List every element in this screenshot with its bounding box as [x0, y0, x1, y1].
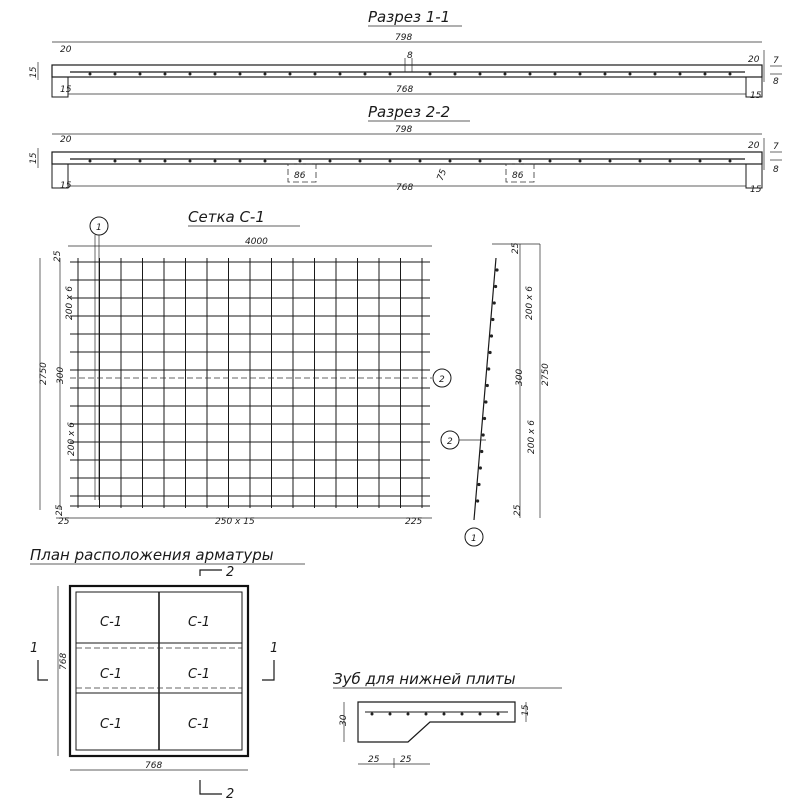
dim-right-top: 20 [748, 55, 760, 65]
side-rebar-dot [491, 318, 494, 321]
side-top: 25 [511, 242, 521, 254]
section-1-title: Разрез 1-1 [368, 8, 451, 26]
dim-length-bottom: 768 [396, 85, 414, 95]
mesh-height: 2750 [39, 362, 49, 385]
tooth-detail [333, 670, 562, 768]
side-span-b: 300 [515, 368, 525, 386]
dim-right-top: 20 [748, 141, 760, 151]
side-rebar-dot [494, 285, 497, 288]
dim-left-bottom: 15 [60, 181, 72, 191]
side-rebar-dots [476, 268, 499, 502]
plan-layout [30, 546, 305, 800]
side-rebar-dot [479, 466, 482, 469]
side-rebar-dot [477, 483, 480, 486]
plan-cell-5: С-1 [100, 717, 123, 732]
tooth-side: 15 [521, 704, 531, 716]
cut-marker-right [262, 660, 274, 680]
cut-2-label: 2 [226, 565, 235, 580]
cut-marker-left [38, 660, 48, 680]
rebar-dots [89, 73, 732, 76]
mesh-bottom-left: 25 [58, 517, 70, 527]
plan-height: 768 [59, 652, 69, 670]
plan-cell-2: С-1 [188, 615, 211, 630]
plan-cell-1: С-1 [100, 615, 123, 630]
cut-marker-bottom [200, 780, 222, 794]
side-rebar-dot [488, 351, 491, 354]
section-2-title: Разрез 2-2 [368, 103, 451, 121]
mesh-bottom-edge: 25 [55, 504, 65, 516]
side-bar [474, 258, 496, 520]
mesh-bottom-span-x: 250 x 15 [215, 517, 255, 527]
tooth-height: 30 [339, 714, 349, 726]
slab-body [52, 152, 762, 164]
mesh-c1 [39, 208, 451, 527]
dim-right-r2: 8 [773, 165, 779, 175]
section-2-2 [29, 103, 782, 195]
tooth-title: Зуб для нижней плиты [333, 670, 516, 688]
dim-left-top: 20 [60, 135, 72, 145]
dim-length-top: 798 [395, 125, 413, 135]
plan-cell-6: С-1 [188, 717, 211, 732]
marker-2-label: 2 [439, 375, 445, 385]
dim-right-r2: 8 [773, 77, 779, 87]
gap-left: 86 [294, 171, 306, 181]
side-marker-2-label: 2 [447, 437, 453, 447]
cut-marker-top [200, 570, 222, 576]
cut-1-label: 1 [30, 641, 39, 656]
mesh-bottom-span: 200 x 6 [67, 422, 77, 456]
tooth-rebar-dots [371, 713, 500, 716]
side-rebar-dot [495, 268, 498, 271]
dim-left-side: 15 [29, 66, 39, 78]
side-marker-1-label: 1 [471, 534, 477, 544]
section-1-1 [29, 8, 782, 101]
tooth-step-a: 25 [368, 755, 380, 765]
side-rebar-dot [482, 433, 485, 436]
side-rebar-dot [480, 450, 483, 453]
gap-right: 86 [512, 171, 524, 181]
dim-left-side: 15 [29, 152, 39, 164]
side-rebar-dot [484, 400, 487, 403]
plan-cell-4: С-1 [188, 667, 211, 682]
mesh-top-span: 200 x 6 [65, 286, 75, 320]
mesh-grid [70, 258, 430, 508]
rebar-dots [89, 160, 732, 163]
side-rebar-dot [483, 417, 486, 420]
plan-width: 768 [145, 761, 163, 771]
mesh-width: 4000 [245, 237, 268, 247]
plan-title: План расположения арматуры [30, 546, 274, 564]
mesh-title: Сетка С-1 [188, 208, 265, 226]
tooth-step-b: 25 [400, 755, 412, 765]
side-total: 2750 [541, 363, 551, 386]
side-rebar-dot [490, 334, 493, 337]
dim-mid: 8 [407, 51, 413, 61]
plan-cell-3: С-1 [100, 667, 123, 682]
marker-1-label: 1 [96, 223, 102, 233]
dim-length-bottom: 768 [396, 183, 414, 193]
mesh-bottom-right: 225 [405, 517, 423, 527]
dim-right-r1: 7 [773, 56, 779, 66]
cut-2b-label: 2 [226, 787, 235, 800]
dim-left-bottom: 15 [60, 85, 72, 95]
mesh-side-view [441, 242, 551, 546]
side-rebar-dot [493, 301, 496, 304]
side-span-c: 200 x 6 [527, 420, 537, 454]
dim-right-r1: 7 [773, 142, 779, 152]
mesh-top-edge: 25 [53, 250, 63, 262]
dim-right-bottom: 15 [750, 185, 762, 195]
cut-1-label-right: 1 [270, 641, 279, 656]
side-rebar-dot [476, 499, 479, 502]
dim-left-top: 20 [60, 45, 72, 55]
dim-mid: 75 [435, 167, 450, 183]
side-span-a: 200 x 6 [525, 286, 535, 320]
side-rebar-dot [487, 367, 490, 370]
dim-right-bottom: 15 [750, 91, 762, 101]
side-rebar-dot [486, 384, 489, 387]
side-bottom: 25 [513, 504, 523, 516]
mesh-middle-span: 300 [56, 366, 66, 384]
dim-length-top: 798 [395, 33, 413, 43]
tooth-outline [358, 702, 515, 742]
